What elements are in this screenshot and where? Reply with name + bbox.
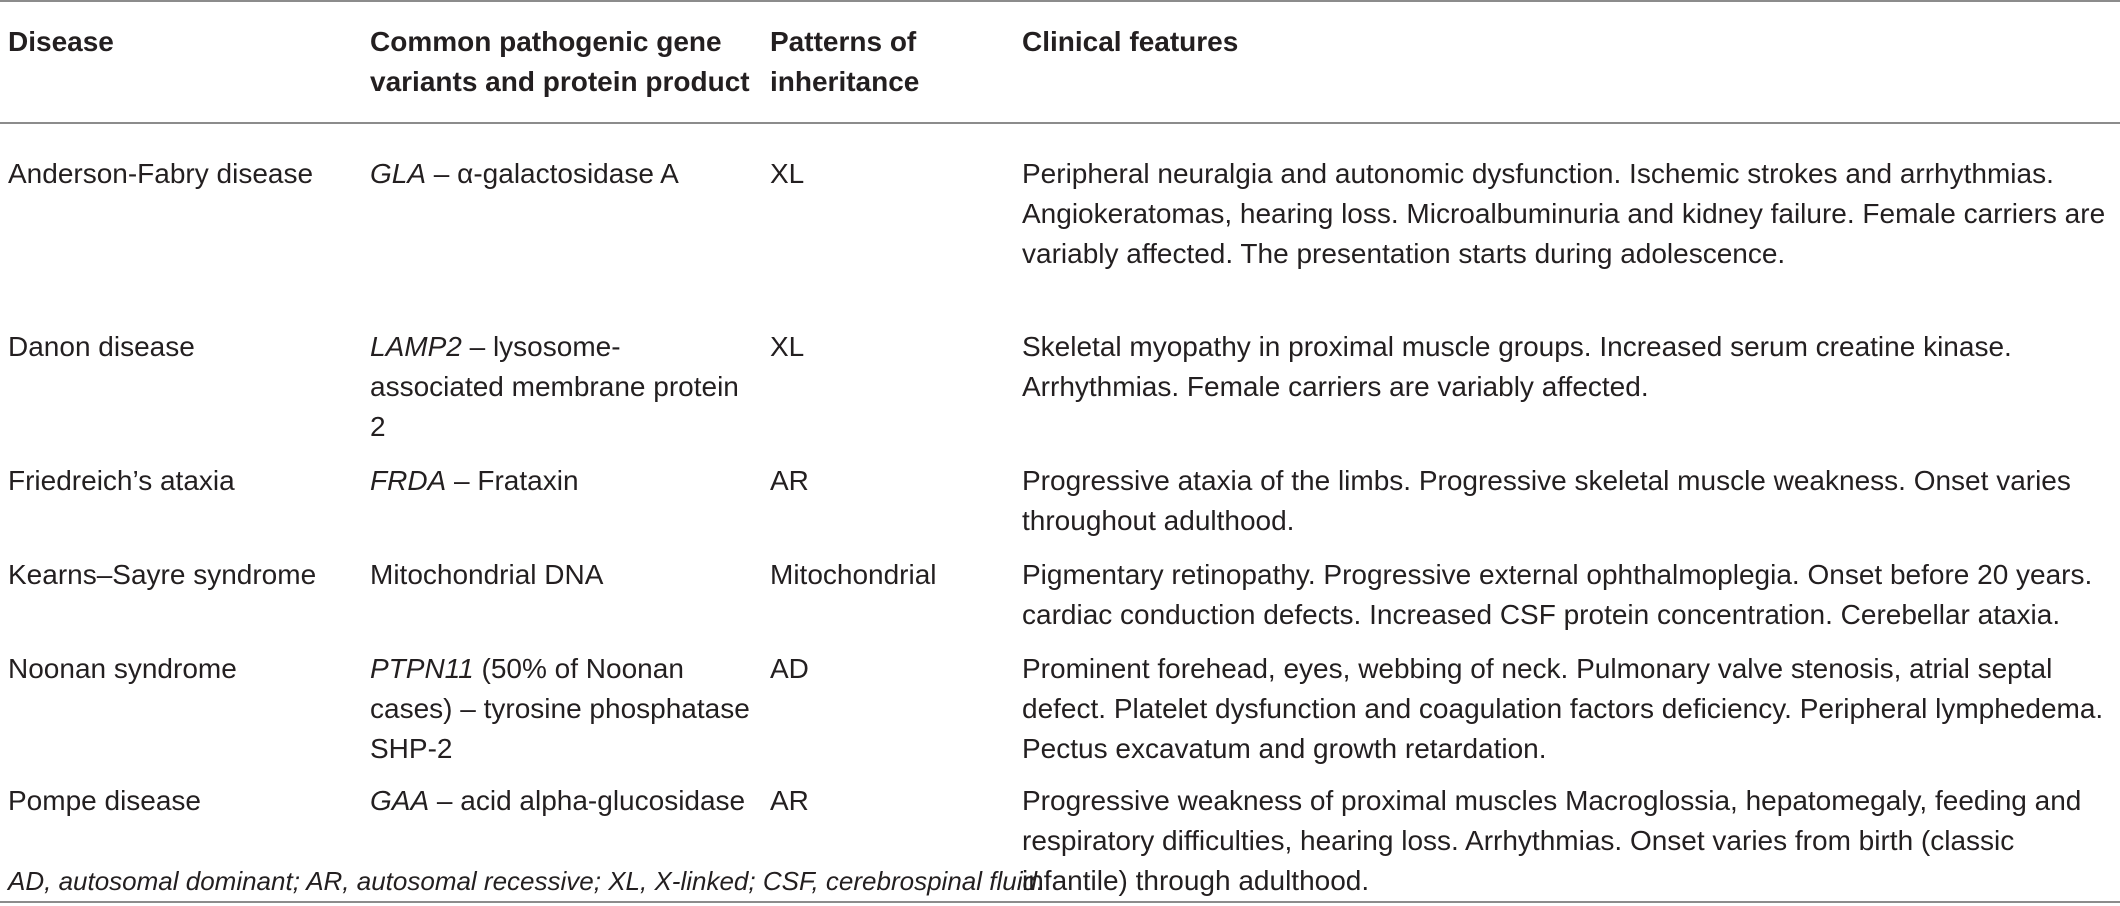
protein-product: – acid alpha-glucosidase: [429, 785, 746, 816]
gene-symbol: GAA: [370, 785, 430, 816]
header-inheritance: Patterns of inheritance: [770, 26, 920, 97]
cell-clinical-features: Peripheral neuralgia and autonomic dysfunction. Ischemic strokes and arrhythmias. Angiokeratomas, hearing loss. Microalbuminuria and kidney failure. Female carriers are variably affected. The presentation starts during adolescence.: [1022, 158, 2106, 269]
cell-clinical-features: Progressive weakness of proximal muscles Macroglossia, hepatomegaly, feeding and respiratory difficulties, hearing loss. Arrhythmias. Onset varies from birth (classic infantile) through adulthood.: [1022, 785, 2082, 896]
cell-clinical-features: Progressive ataxia of the limbs. Progressive skeletal muscle weakness. Onset varies throughout adulthood.: [1022, 465, 2071, 536]
gene-symbol: PTPN11: [370, 653, 474, 684]
cell-inheritance: AD: [770, 653, 809, 684]
cell-clinical-features: Pigmentary retinopathy. Progressive external ophthalmoplegia. Onset before 20 years. cardiac conduction defects. Increased CSF protein concentration. Cerebellar ataxia.: [1022, 559, 2093, 630]
cell-gene: [360, 635, 760, 769]
cell-disease: Kearns–Sayre syndrome: [8, 559, 317, 590]
gene-symbol: LAMP2: [370, 331, 462, 362]
table-footnote: AD, autosomal dominant; AR, autosomal recessive; XL, X-linked; CSF, cerebrospinal fluid.: [8, 866, 1045, 896]
protein-product: Mitochondrial DNA: [370, 559, 604, 590]
table-row: [0, 447, 2120, 541]
table-row: [0, 635, 2120, 769]
table-row: [0, 541, 2120, 635]
cell-disease: Pompe disease: [8, 785, 202, 816]
header-disease: Disease: [8, 26, 114, 57]
cell-inheritance: Mitochondrial: [770, 559, 937, 590]
cell-clinical-features: Prominent forehead, eyes, webbing of neck. Pulmonary valve stenosis, atrial septal defect. Platelet dysfunction and coagulation factors deficiency. Peripheral lymphedema. Pectus excavatum and growth retardation.: [1022, 653, 2104, 764]
cell-inheritance: AR: [770, 785, 809, 816]
protein-product: – Frataxin: [446, 465, 579, 496]
cell-gene: [360, 313, 760, 447]
header-gene-variants: Common pathogenic gene variants and protein product: [370, 26, 750, 97]
cell-inheritance: AR: [770, 465, 809, 496]
cell-disease: Danon disease: [8, 331, 195, 362]
cell-gene: [360, 541, 760, 635]
cell-disease: Friedreich’s ataxia: [8, 465, 235, 496]
cell-inheritance: XL: [770, 158, 805, 189]
cell-clinical-features: Skeletal myopathy in proximal muscle groups. Increased serum creatine kinase. Arrhythmias. Female carriers are variably affected.: [1022, 331, 2012, 402]
protein-product: – lysosome-associated membrane protein 2: [370, 331, 739, 442]
gene-symbol: FRDA: [370, 465, 447, 496]
cell-gene: [360, 123, 760, 313]
cell-disease: Anderson-Fabry disease: [8, 158, 314, 189]
table-header-row: [0, 1, 2120, 123]
cell-gene: [360, 447, 760, 541]
header-clinical-features: Clinical features: [1022, 26, 1239, 57]
table-row: [0, 123, 2120, 313]
gene-symbol: GLA: [370, 158, 427, 189]
protein-product: (50% of Noonan cases) – tyrosine phosphatase SHP-2: [370, 653, 750, 764]
table-row: [0, 313, 2120, 447]
protein-product: – α-galactosidase A: [426, 158, 679, 189]
cell-disease: Noonan syndrome: [8, 653, 237, 684]
cell-inheritance: XL: [770, 331, 805, 362]
